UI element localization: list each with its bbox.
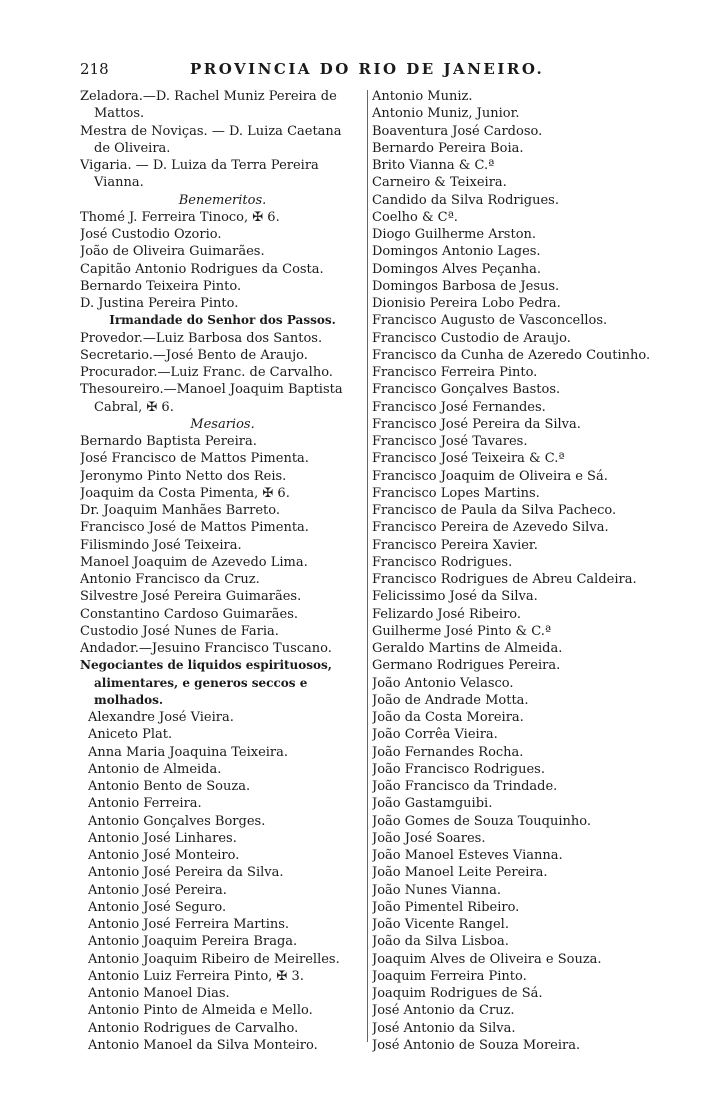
right-line: Felicissimo José da Silva.: [372, 589, 538, 605]
left-line: Antonio de Almeida.: [88, 761, 222, 777]
right-line: Boaventura José Cardoso.: [372, 123, 543, 139]
right-line: Domingos Barbosa de Jesus.: [372, 278, 560, 294]
left-line: Manoel Joaquim de Azevedo Lima.: [80, 554, 308, 570]
left-line: Zeladora.—D. Rachel Muniz Pereira de: [80, 89, 337, 104]
right-line: Brito Vianna & C.ª: [372, 158, 495, 173]
left-line: Antonio José Monteiro.: [88, 848, 240, 863]
right-line: Bernardo Pereira Boia.: [372, 140, 524, 156]
left-line: Thesoureiro.—Manoel Joaquim Baptista: [80, 382, 343, 398]
right-line: Francisco José Teixeira & C.ª: [372, 451, 565, 467]
right-line: Domingos Alves Peçanha.: [372, 261, 541, 277]
right-line: Francisco da Cunha de Azeredo Coutinho.: [372, 347, 651, 363]
left-line: Antonio Francisco da Cruz.: [80, 572, 260, 587]
left-line: Antonio Ferreira.: [88, 796, 202, 812]
right-line: Francisco Joaquim de Oliveira e Sá.: [372, 468, 608, 484]
left-column: [80, 88, 365, 1054]
left-line: Anna Maria Joaquina Teixeira.: [88, 744, 289, 760]
left-line: Antonio José Pereira.: [88, 882, 227, 898]
left-line: José Francisco de Mattos Pimenta.: [80, 451, 309, 467]
right-line: José Antonio da Cruz.: [372, 1003, 515, 1019]
column-divider: [367, 90, 368, 1042]
right-line: Guilherme José Pinto & C.ª: [372, 623, 551, 639]
left-line: Provedor.—Luiz Barbosa dos Santos.: [80, 330, 323, 346]
right-line: Candido da Silva Rodrigues.: [372, 192, 559, 208]
left-line: Dr. Joaquim Manhães Barreto.: [80, 503, 281, 518]
right-line: João Antonio Velasco.: [372, 675, 514, 691]
left-line: Secretario.—José Bento de Araujo.: [80, 347, 308, 363]
right-line: João Manoel Esteves Vianna.: [372, 848, 563, 863]
right-line: Germano Rodrigues Pereira.: [372, 658, 561, 674]
right-line: Joaquim Alves de Oliveira e Souza.: [372, 951, 602, 967]
left-line: Antonio Bento de Souza.: [88, 779, 251, 794]
left-line: Antonio Luiz Ferreira Pinto, ✠ 3.: [88, 968, 304, 984]
right-line: João Vicente Rangel.: [372, 917, 509, 932]
right-line: João de Andrade Motta.: [372, 692, 529, 708]
right-line: João Corrêa Vieira.: [372, 727, 498, 743]
right-line: Francisco Pereira Xavier.: [372, 537, 538, 553]
right-line: José Antonio de Souza Moreira.: [372, 1037, 581, 1053]
left-line: Antonio Manoel Dias.: [88, 986, 230, 1001]
right-line: Dionisio Pereira Lobo Pedra.: [372, 296, 561, 311]
right-line: João Francisco da Trindade.: [372, 779, 558, 794]
left-line: Antonio José Linhares.: [88, 830, 237, 846]
right-line: João Manoel Leite Pereira.: [372, 865, 548, 881]
left-line: Irmandade do Senhor dos Passos.: [109, 313, 336, 328]
left-line: Antonio Gonçalves Borges.: [88, 813, 266, 829]
right-line: João Francisco Rodrigues.: [372, 761, 545, 777]
right-line: João Gastamguibi.: [372, 796, 493, 812]
page-number: 218: [80, 60, 109, 78]
left-line: Antonio José Ferreira Martins.: [88, 917, 290, 932]
left-line: Antonio Pinto de Almeida e Mello.: [88, 1003, 313, 1019]
right-line: João Fernandes Rocha.: [372, 744, 524, 760]
left-line: Antonio Joaquim Pereira Braga.: [88, 934, 298, 950]
left-line: Benemeritos.: [178, 192, 267, 208]
right-line: Antonio Muniz.: [372, 89, 473, 104]
left-line: Constantino Cardoso Guimarães.: [80, 606, 299, 622]
left-line: Thomé J. Ferreira Tinoco, ✠ 6.: [80, 209, 280, 225]
left-line: Antonio Joaquim Ribeiro de Meirelles.: [88, 951, 340, 967]
right-line: Francisco Augusto de Vasconcellos.: [372, 313, 608, 329]
left-line: Francisco José de Mattos Pimenta.: [80, 520, 309, 536]
right-line: João Gomes de Souza Touquinho.: [372, 813, 591, 829]
left-line: Alexandre José Vieira.: [88, 710, 234, 725]
left-line: Antonio José Pereira da Silva.: [88, 865, 284, 881]
left-line: Procurador.—Luiz Franc. de Carvalho.: [80, 365, 333, 380]
right-line: Francisco Pereira de Azevedo Silva.: [372, 520, 609, 536]
right-line: Francisco Gonçalves Bastos.: [372, 382, 561, 398]
left-line: de Oliveira.: [94, 140, 171, 156]
right-line: Francisco José Tavares.: [372, 434, 528, 449]
right-line: Francisco José Pereira da Silva.: [372, 416, 581, 432]
right-line: Francisco Rodrigues.: [372, 554, 513, 570]
right-line: Felizardo José Ribeiro.: [372, 606, 522, 622]
left-line: Vianna.: [94, 175, 144, 191]
left-line: Custodio José Nunes de Faria.: [80, 623, 279, 639]
left-line: Vigaria. — D. Luiza da Terra Pereira: [80, 158, 319, 173]
right-line: Antonio Muniz, Junior.: [372, 106, 520, 122]
left-line: Negociantes de liquidos espirituosos,: [80, 658, 332, 673]
right-column: [372, 88, 672, 1054]
left-line: João de Oliveira Guimarães.: [80, 244, 265, 260]
left-line: Aniceto Plat.: [88, 727, 173, 743]
left-line: Mattos.: [94, 106, 145, 122]
left-line: D. Justina Pereira Pinto.: [80, 296, 239, 311]
left-line: José Custodio Ozorio.: [80, 227, 222, 242]
left-line: Capitão Antonio Rodrigues da Costa.: [80, 261, 324, 277]
right-line: Francisco de Paula da Silva Pacheco.: [372, 503, 617, 518]
left-line: Filismindo José Teixeira.: [80, 537, 242, 553]
left-line: Silvestre José Pereira Guimarães.: [80, 589, 302, 605]
right-line: Carneiro & Teixeira.: [372, 175, 507, 191]
right-line: Francisco José Fernandes.: [372, 399, 546, 415]
left-line: alimentares, e generos seccos e: [94, 675, 308, 690]
left-line: Antonio Rodrigues de Carvalho.: [88, 1020, 299, 1036]
right-line: Geraldo Martins de Almeida.: [372, 641, 563, 656]
left-line: Antonio Manoel da Silva Monteiro.: [88, 1037, 318, 1053]
left-line: Mestra de Noviças. — D. Luiza Caetana: [80, 123, 342, 139]
right-line: Francisco Lopes Martins.: [372, 485, 540, 501]
left-line: Bernardo Teixeira Pinto.: [80, 278, 242, 294]
page-title: PROVINCIA DO RIO DE JANEIRO.: [190, 60, 545, 78]
left-line: Antonio José Seguro.: [88, 899, 227, 915]
right-line: João Pimentel Ribeiro.: [372, 899, 520, 915]
right-line: Diogo Guilherme Arston.: [372, 227, 537, 242]
right-line: João José Soares.: [372, 830, 486, 846]
right-line: Francisco Ferreira Pinto.: [372, 365, 538, 380]
right-line: Francisco Rodrigues de Abreu Caldeira.: [372, 572, 637, 587]
right-line: José Antonio da Silva.: [372, 1020, 516, 1036]
right-line: João da Costa Moreira.: [372, 710, 524, 725]
right-line: Francisco Custodio de Araujo.: [372, 330, 571, 346]
left-line: Andador.—Jesuino Francisco Tuscano.: [80, 641, 332, 656]
left-line: Cabral, ✠ 6.: [94, 399, 174, 415]
right-line: João Nunes Vianna.: [372, 882, 502, 898]
left-line: Bernardo Baptista Pereira.: [80, 434, 257, 449]
right-line: João da Silva Lisboa.: [372, 934, 509, 950]
right-line: Joaquim Rodrigues de Sá.: [372, 986, 543, 1001]
left-line: Mesarios.: [190, 416, 255, 432]
left-line: Jeronymo Pinto Netto dos Reis.: [80, 468, 287, 484]
left-line: Joaquim da Costa Pimenta, ✠ 6.: [80, 485, 290, 501]
right-line: Coelho & Cª.: [372, 209, 458, 225]
right-line: Domingos Antonio Lages.: [372, 244, 541, 260]
right-line: Joaquim Ferreira Pinto.: [372, 968, 527, 984]
left-line: molhados.: [94, 692, 164, 707]
